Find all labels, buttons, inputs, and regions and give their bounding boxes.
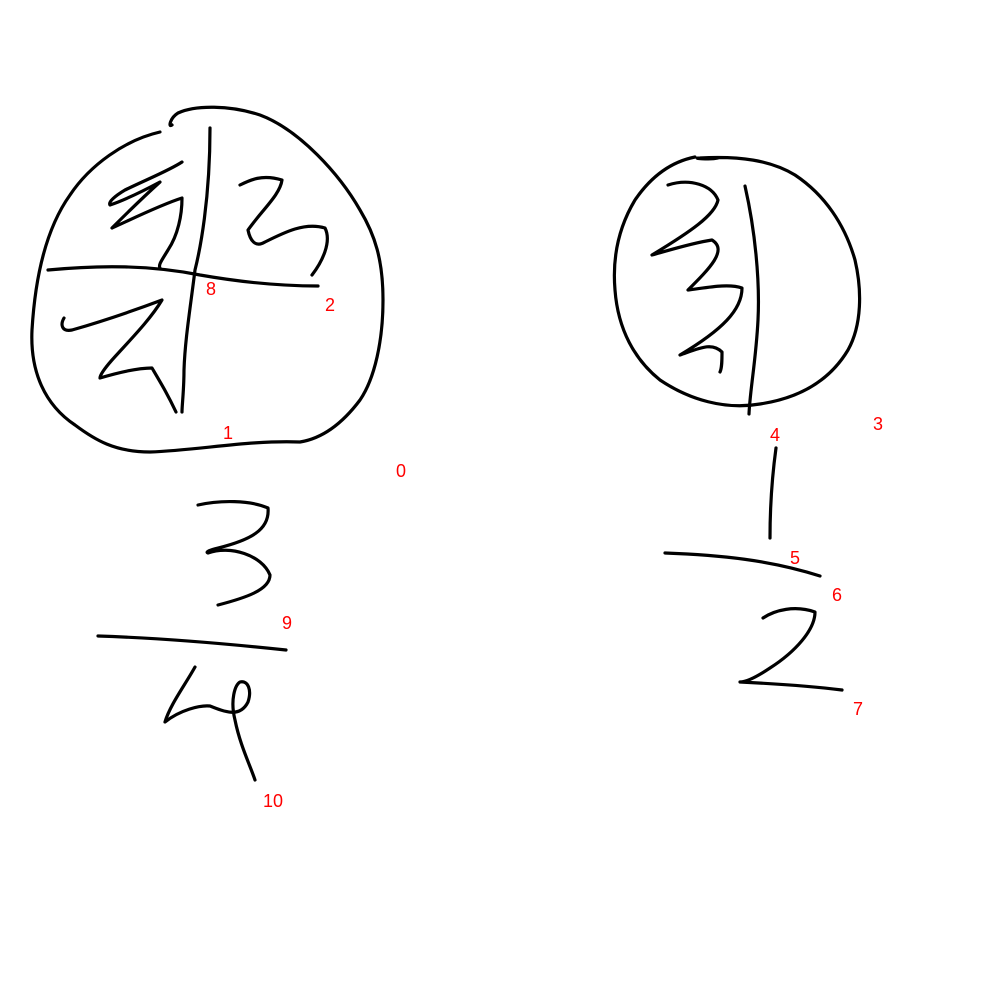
index-label-7: 7 [853,699,864,719]
left-numerator-digit-3 [198,502,270,605]
left-circle-horizontal-divider [48,267,318,286]
index-label-0: 0 [396,461,407,481]
right-shading-left-half [652,182,742,372]
right-numerator-digit-1 [770,448,776,538]
index-label-9: 9 [282,613,293,633]
left-fraction-group [98,502,286,780]
left-denominator-digit-4 [165,667,255,780]
index-label-6: 6 [832,585,843,605]
index-label-5: 5 [790,548,801,568]
left-shading-top-left [110,162,182,268]
right-fraction-group [665,448,842,690]
left-circle-vertical-divider [182,128,210,412]
right-denominator-digit-2 [740,609,842,690]
index-label-10: 10 [263,791,284,811]
right-circle-vertical-divider [745,186,758,414]
index-label-8: 8 [206,279,217,299]
left-shading-bottom-left [62,300,176,412]
index-label-3: 3 [873,414,884,434]
index-label-2: 2 [325,295,336,315]
left-fraction-bar [98,636,286,650]
left-shading-top-right [240,177,327,275]
index-label-4: 4 [770,425,781,445]
right-circle-group [614,157,859,414]
index-label-1: 1 [223,423,234,443]
right-circle-outline [614,157,859,406]
index-labels [206,279,883,811]
